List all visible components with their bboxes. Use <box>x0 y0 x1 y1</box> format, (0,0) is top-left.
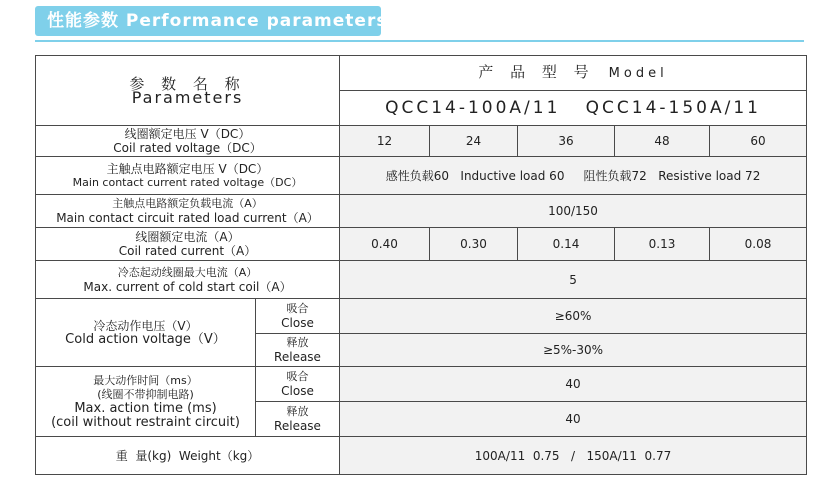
main-contact-voltage-label <box>36 157 340 195</box>
weight-label: 重 量(kg) Weight（kg） <box>36 437 340 475</box>
coil-current-value: 0.13 <box>615 228 710 261</box>
release-zh: 释放 <box>286 405 309 418</box>
action-time-label <box>36 367 256 437</box>
action-time-close-label <box>256 367 340 402</box>
action-time-release-value: 40 <box>340 402 807 437</box>
model-names: QCC14-100A/11 QCC14-150A/11 <box>340 91 807 126</box>
model-header-zh: 产 品 型 号 <box>478 63 595 81</box>
parameters-header-zh: 参 数 名 称 <box>129 74 246 93</box>
cold-start-value: 5 <box>340 261 807 299</box>
release-en: Release <box>274 350 321 364</box>
action-time-en: Max. action time (ms) <box>74 400 217 416</box>
performance-table <box>35 55 807 475</box>
close-en: Close <box>281 384 314 398</box>
action-time-zh-note: (线圈不带抑制电路) <box>97 387 194 401</box>
cold-action-label <box>36 299 256 367</box>
action-time-en-note: (coil without restraint circuit) <box>51 414 240 430</box>
cold-start-label <box>36 261 340 299</box>
model-header-en: Model <box>608 66 668 81</box>
coil-voltage-value: 36 <box>518 126 615 157</box>
main-contact-voltage-zh: 主触点电路额定电压 V（DC） <box>106 162 269 176</box>
release-en: Release <box>274 419 321 433</box>
section-banner: 性能参数 Performance parameters <box>35 6 381 36</box>
parameters-header <box>36 56 340 126</box>
action-time-close-value: 40 <box>340 367 807 402</box>
action-time-zh: 最大动作时间（ms） <box>93 373 198 387</box>
coil-voltage-value: 60 <box>710 126 807 157</box>
coil-current-zh: 线圈额定电流（A） <box>135 230 240 244</box>
main-contact-voltage-value: 感性负载60 Inductive load 60 阻性负载72 Resistive load 72 <box>340 157 807 195</box>
coil-current-value: 0.30 <box>430 228 518 261</box>
coil-current-value: 0.40 <box>340 228 430 261</box>
coil-voltage-zh: 线圈额定电压 V（DC） <box>124 127 251 141</box>
main-contact-current-label <box>36 195 340 228</box>
main-contact-current-en: Main contact circuit rated load current（A） <box>56 211 319 225</box>
coil-voltage-value: 12 <box>340 126 430 157</box>
model-header <box>340 56 807 91</box>
cold-start-en: Max. current of cold start coil（A） <box>83 279 292 294</box>
close-en: Close <box>281 316 314 330</box>
coil-current-en: Coil rated current（A） <box>118 244 257 258</box>
close-zh: 吸合 <box>286 370 309 383</box>
banner-underline <box>35 40 804 42</box>
cold-action-close-label <box>256 299 340 334</box>
main-contact-voltage-en: Main contact current rated voltage（DC） <box>72 176 303 189</box>
action-time-release-label <box>256 402 340 437</box>
coil-current-value: 0.08 <box>710 228 807 261</box>
cold-action-close-value: ≥60% <box>340 299 807 334</box>
coil-current-label <box>36 228 340 261</box>
release-zh: 释放 <box>286 336 309 349</box>
main-contact-current-zh: 主触点电路额定负载电流（A） <box>112 197 263 210</box>
coil-voltage-label <box>36 126 340 157</box>
coil-voltage-value: 48 <box>615 126 710 157</box>
main-contact-current-value: 100/150 <box>340 195 807 228</box>
cold-action-release-label <box>256 334 340 367</box>
weight-value: 100A/11 0.75 / 150A/11 0.77 <box>340 437 807 475</box>
coil-current-value: 0.14 <box>518 228 615 261</box>
cold-start-zh: 冷态起动线圈最大电流（A） <box>117 265 258 279</box>
close-zh: 吸合 <box>286 302 309 315</box>
cold-action-zh: 冷态动作电压（V） <box>93 318 198 333</box>
cold-action-en: Cold action voltage（V） <box>65 331 226 347</box>
coil-voltage-value: 24 <box>430 126 518 157</box>
cold-action-release-value: ≥5%-30% <box>340 334 807 367</box>
parameters-header-en: Parameters <box>131 87 244 107</box>
coil-voltage-en: Coil rated voltage（DC） <box>113 141 262 155</box>
